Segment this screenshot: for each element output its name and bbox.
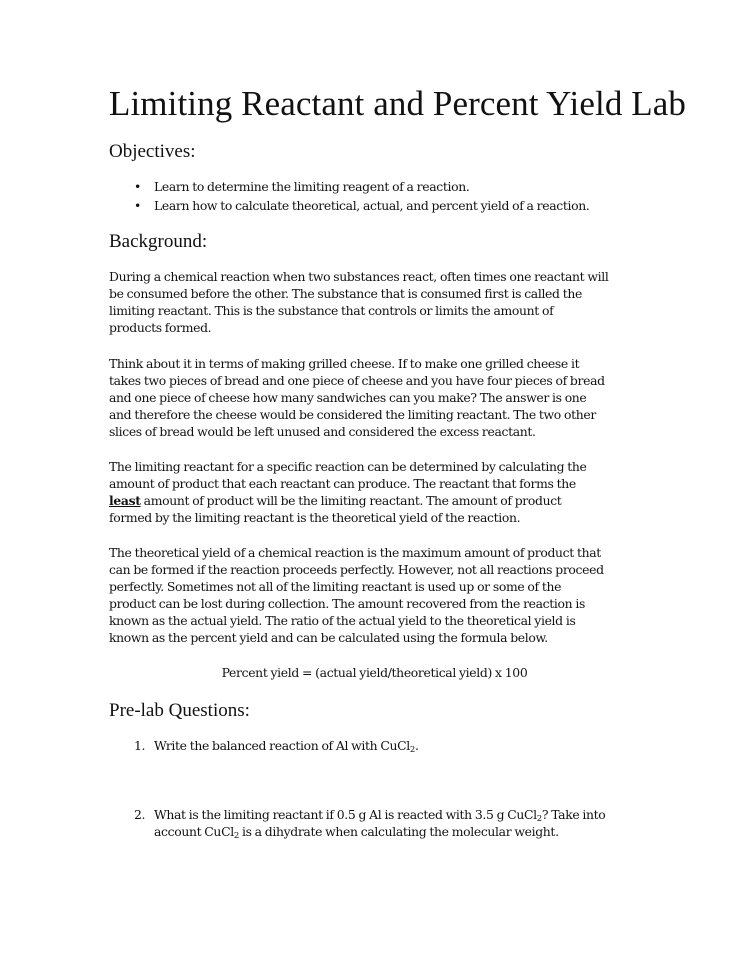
question-number: 1.: [134, 738, 146, 753]
paragraph-line: known as the actual yield. The ratio of the actual yield to the theoretical yield is: [109, 613, 576, 628]
objectives-heading: Objectives:: [109, 141, 196, 162]
paragraph-line: takes two pieces of bread and one piece of cheese and you have four pieces of bread: [109, 373, 605, 388]
question-text-part: is a dihydrate when calculating the molecular weight.: [238, 824, 559, 839]
objective-text: Learn to determine the limiting reagent of a reaction.: [154, 179, 470, 194]
question-text-part: ? Take into: [541, 807, 606, 822]
paragraph-line: known as the percent yield and can be calculated using the formula below.: [109, 630, 548, 645]
background-heading: Background:: [109, 231, 208, 252]
paragraph-line: formed by the limiting reactant is the theoretical yield of the reaction.: [109, 510, 521, 525]
paragraph-line: product can be lost during collection. The amount recovered from the reaction is: [109, 596, 585, 611]
paragraph-line: and one piece of cheese how many sandwiches can you make? The answer is one: [109, 390, 587, 405]
objective-text: Learn how to calculate theoretical, actual, and percent yield of a reaction.: [154, 198, 590, 213]
question-text-part: What is the limiting reactant if 0.5 g Al is reacted with 3.5 g CuCl: [154, 807, 537, 822]
bullet-icon: •: [134, 198, 141, 213]
paragraph-line: be consumed before the other. The substance that is consumed first is called the: [109, 286, 582, 301]
paragraph-line: [109, 492, 561, 509]
question-text: [154, 806, 605, 823]
question-text-part: Write the balanced reaction of Al with CuCl: [154, 738, 410, 753]
paragraph-line: products formed.: [109, 320, 212, 335]
question-text-part: account CuCl: [154, 824, 234, 839]
paragraph-line: can be formed if the reaction proceeds perfectly. However, not all reactions proceed: [109, 562, 604, 577]
percent-yield-formula: Percent yield = (actual yield/theoretical yield) x 100: [221, 665, 528, 680]
paragraph-line: During a chemical reaction when two substances react, often times one reactant will: [109, 269, 609, 284]
subscript: 2: [409, 745, 415, 755]
paragraph-line: slices of bread would be left unused and considered the excess reactant.: [109, 424, 536, 439]
bullet-icon: •: [134, 179, 141, 194]
paragraph-line: and therefore the cheese would be considered the limiting reactant. The two other: [109, 407, 596, 422]
question-number: 2.: [134, 807, 146, 822]
paragraph-line: perfectly. Sometimes not all of the limiting reactant is used up or some of the: [109, 579, 562, 594]
subscript: 2: [233, 831, 239, 841]
subscript: 2: [536, 814, 542, 824]
emphasis-least: least: [109, 493, 141, 508]
paragraph-line: Think about it in terms of making grilled cheese. If to make one grilled cheese it: [109, 356, 580, 371]
paragraph-line: amount of product that each reactant can produce. The reactant that forms the: [109, 476, 576, 491]
paragraph-line: The theoretical yield of a chemical reaction is the maximum amount of product that: [109, 545, 601, 560]
paragraph-line: The limiting reactant for a specific reaction can be determined by calculating the: [109, 459, 587, 474]
paragraph-line: limiting reactant. This is the substance that controls or limits the amount of: [109, 303, 554, 318]
page-title: Limiting Reactant and Percent Yield Lab: [109, 84, 687, 123]
question-text-line-2: [154, 823, 559, 840]
question-text: [154, 737, 419, 754]
emphasis-line-rest: amount of product will be the limiting reactant. The amount of product: [140, 493, 562, 508]
prelab-heading: Pre-lab Questions:: [109, 700, 250, 721]
question-text-part: .: [414, 738, 419, 753]
